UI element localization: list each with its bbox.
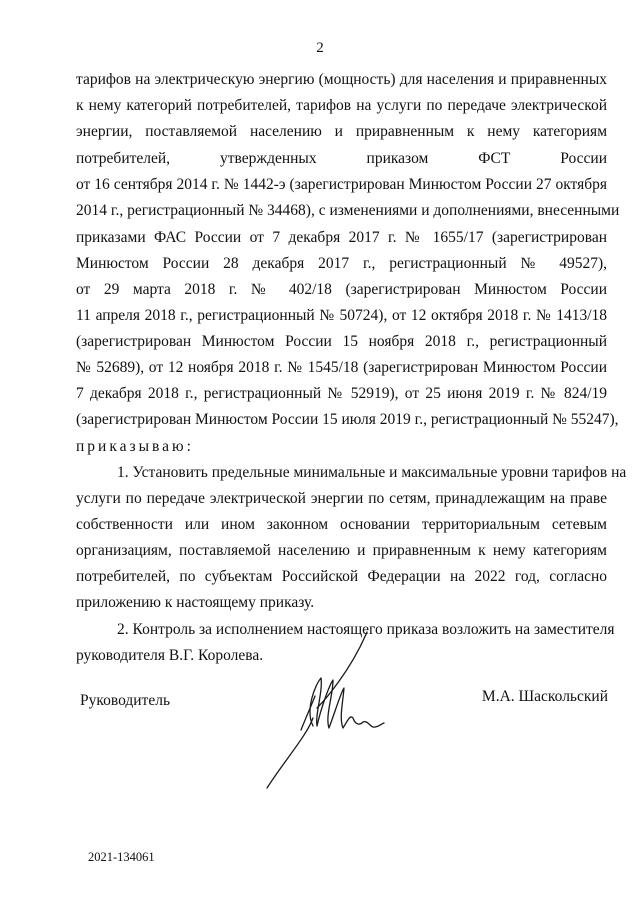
item-1-line: услуги по передаче электрической энергии по сетям, принадлежащим на праве	[76, 490, 607, 507]
item-2-line: 2. Контроль за исполнением настоящего приказа возложить на заместителя	[117, 621, 615, 638]
item-1-line: собственности или ином законном основании территориальным сетевым	[76, 516, 607, 533]
signer-title: Руководитель	[80, 692, 171, 709]
body-line: 2014 г., регистрационный № 34468), с изменениями и дополнениями, внесенными	[76, 202, 620, 219]
body-line: 11 апреля 2018 г., регистрационный № 50724), от 12 октября 2018 г. № 1413/18	[76, 307, 607, 324]
document-id: 2021-134061	[88, 850, 155, 864]
body-line: тарифов на электрическую энергию (мощность) для населения и приравненных	[76, 71, 607, 88]
body-line: 7 декабря 2018 г., регистрационный № 52919), от 25 июня 2019 г. № 824/19	[76, 385, 607, 402]
item-1-line: потребителей, по субъектам Российской Федерации на 2022 год, согласно	[76, 568, 607, 585]
body-line: к нему категорий потребителей, тарифов на услуги по передаче электрической	[76, 97, 607, 114]
item-1-line: 1. Установить предельные минимальные и максимальные уровни тарифов на	[117, 464, 627, 481]
signer-name: М.А. Шаскольский	[481, 688, 608, 705]
body-line: Минюстом России 28 декабря 2017 г., регистрационный № 49527),	[76, 255, 607, 272]
body-line: № 52689), от 12 ноября 2018 г. № 1545/18 (зарегистрирован Минюстом России	[76, 359, 607, 376]
body-line: (зарегистрирован Минюстом России 15 ноября 2018 г., регистрационный	[76, 333, 607, 350]
body-line: потребителей, утвержденных приказом ФСТ России	[76, 150, 607, 167]
handwritten-signature	[255, 630, 385, 790]
body-line: от 16 сентября 2014 г. № 1442-э (зарегистрирован Минюстом России 27 октября	[76, 176, 607, 193]
item-2-line: руководителя В.Г. Королева.	[76, 647, 264, 664]
order-word: приказываю:	[76, 438, 194, 455]
item-1-line: организациям, поставляемой населению и приравненным к нему категориям	[76, 542, 607, 559]
body-line: энергии, поставляемой населению и приравненным к нему категориям	[76, 123, 607, 140]
page-number: 2	[316, 40, 324, 56]
body-line: от 29 марта 2018 г. № 402/18 (зарегистрирован Минюстом России	[76, 281, 607, 298]
body-line: (зарегистрирован Минюстом России 15 июля 2019 г., регистрационный № 55247),	[76, 411, 619, 428]
body-line: приказами ФАС России от 7 декабря 2017 г. № 1655/17 (зарегистрирован	[76, 229, 607, 246]
item-1-line: приложению к настоящему приказу.	[76, 594, 315, 611]
